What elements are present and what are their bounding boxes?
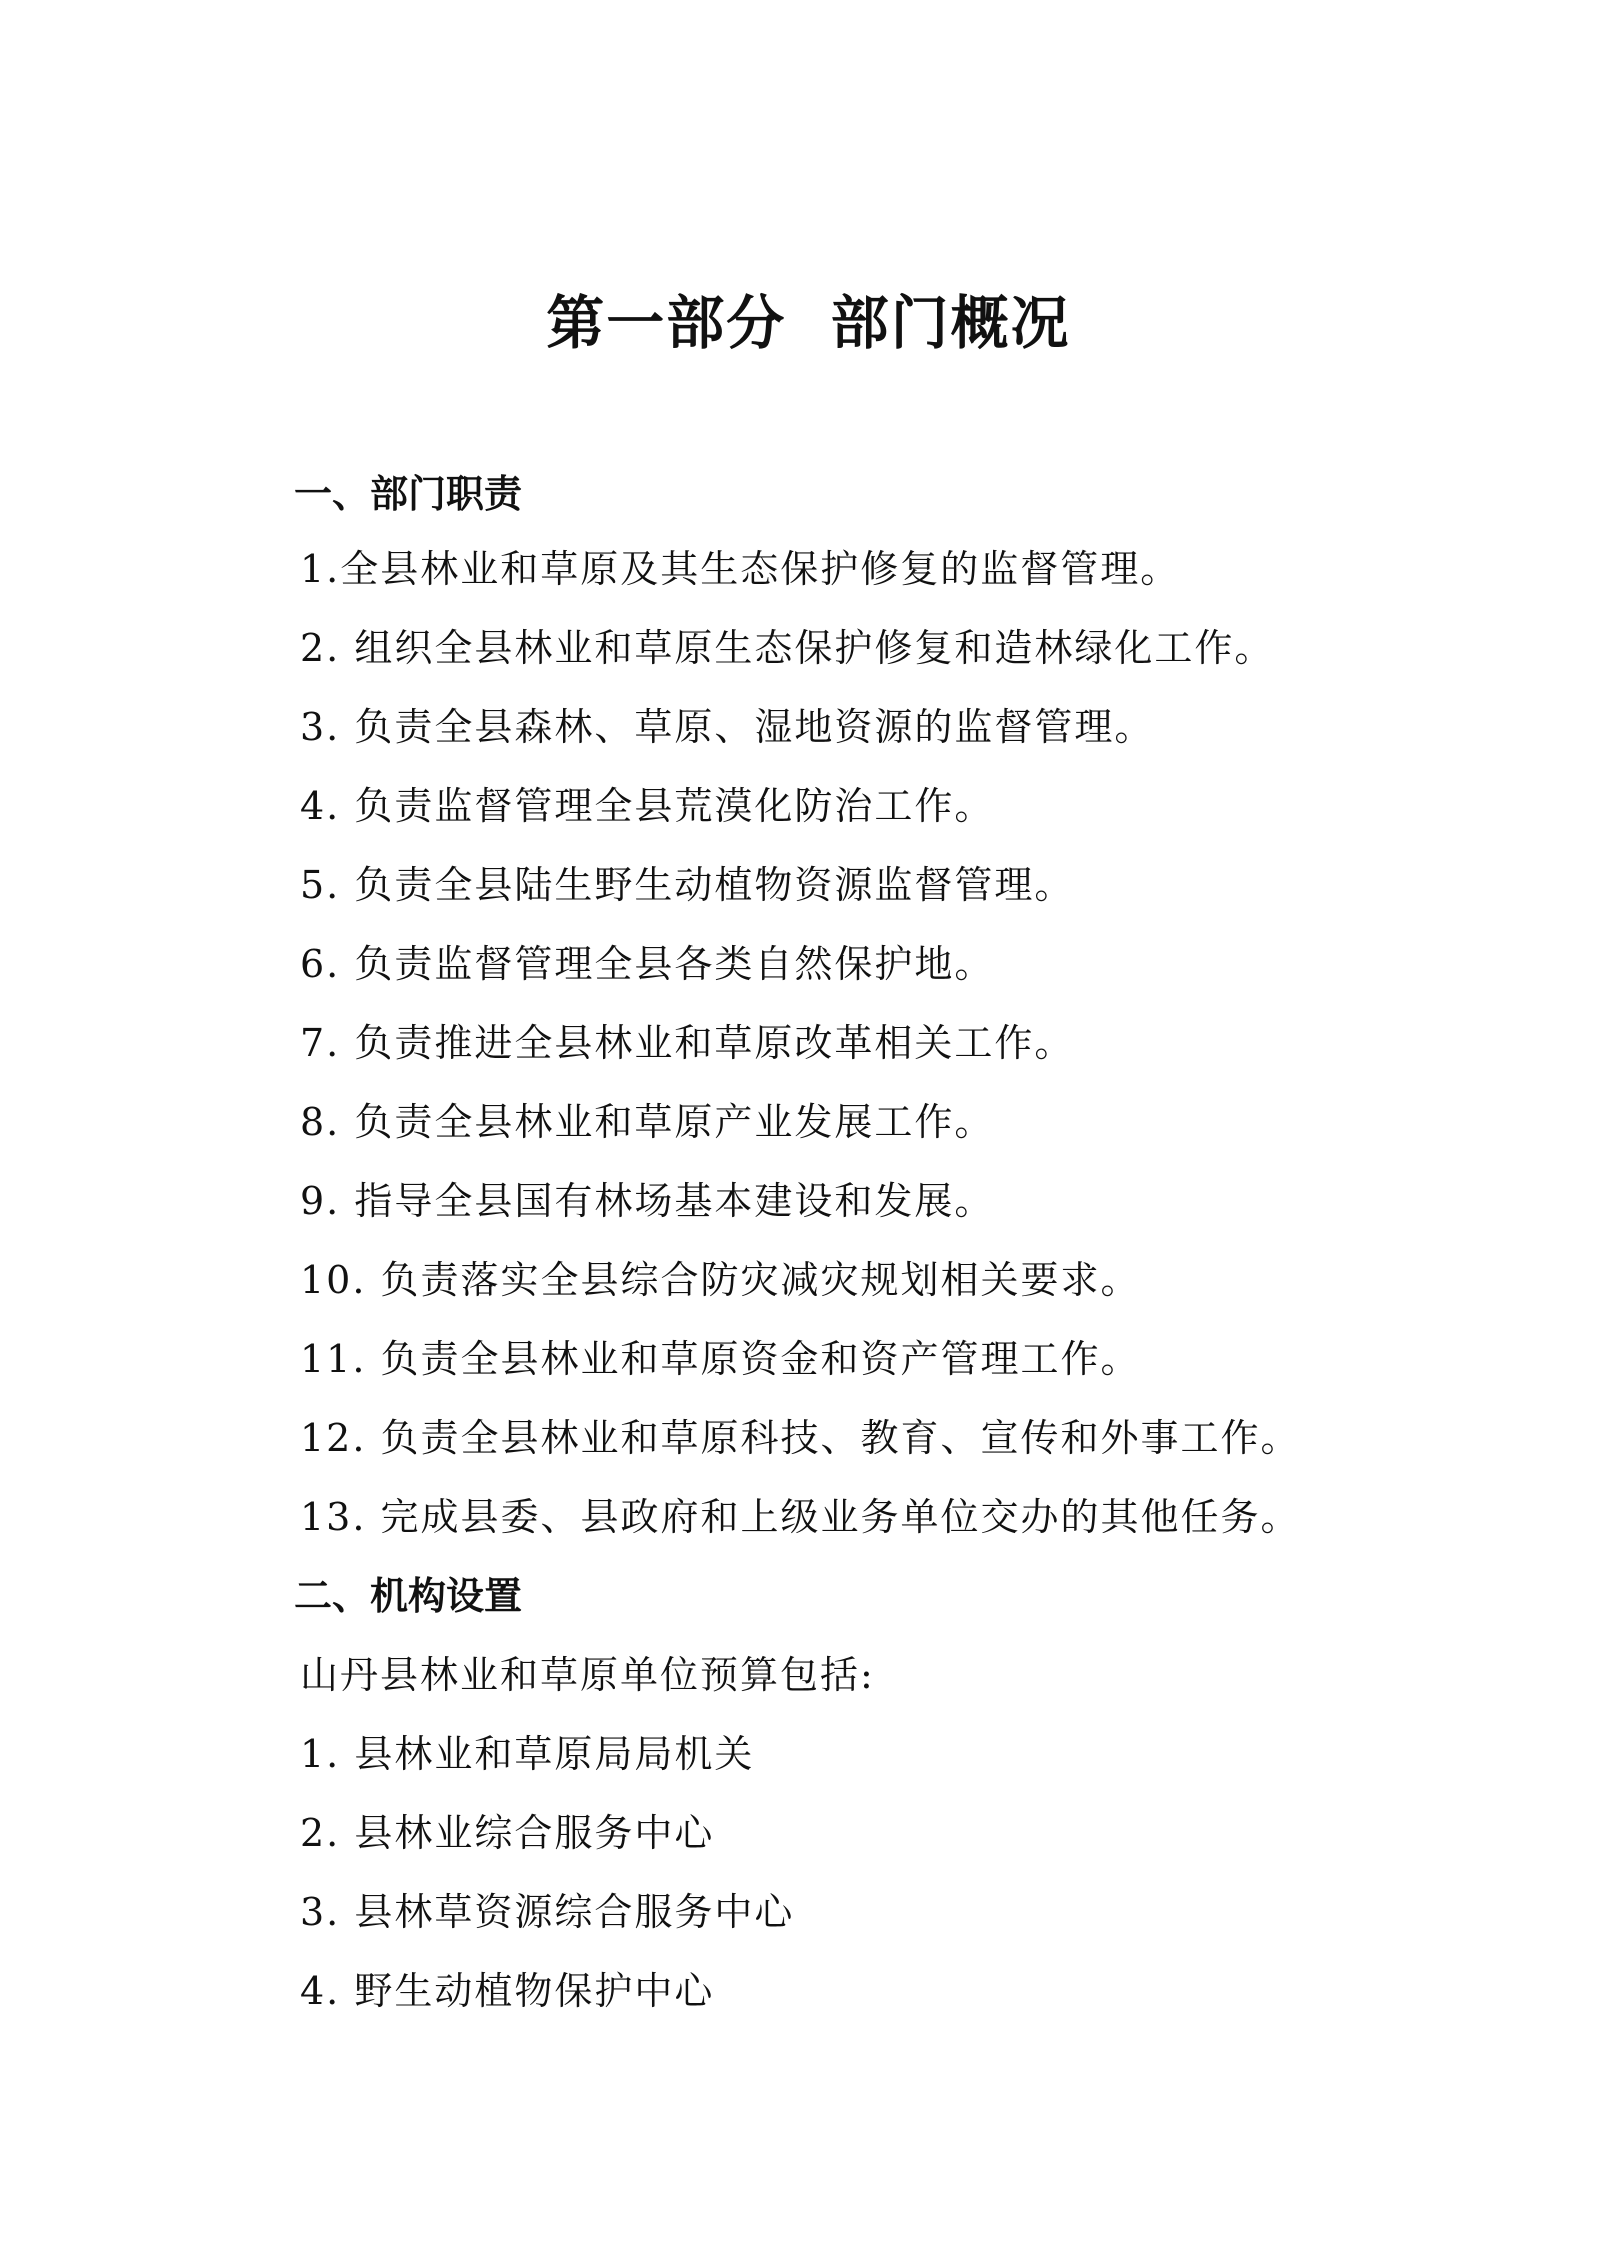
duty-item-11: 11. 负责全县林业和草原资金和资产管理工作。 [300, 1337, 1141, 1381]
organization-intro: 山丹县林业和草原单位预算包括: [300, 1653, 875, 1697]
duty-item-2: 2. 组织全县林业和草原生态保护修复和造林绿化工作。 [300, 626, 1275, 670]
duty-item-7: 7. 负责推进全县林业和草原改革相关工作。 [300, 1021, 1075, 1065]
duty-item-8: 8. 负责全县林业和草原产业发展工作。 [300, 1100, 995, 1144]
duty-item-6: 6. 负责监督管理全县各类自然保护地。 [300, 942, 995, 986]
duty-item-3: 3. 负责全县森林、草原、湿地资源的监督管理。 [300, 705, 1155, 749]
section-heading-organization: 二、机构设置 [294, 1574, 523, 1618]
section-heading-duties: 一、部门职责 [294, 472, 523, 516]
page-title: 第一部分 部门概况 [546, 289, 1071, 357]
duty-item-4: 4. 负责监督管理全县荒漠化防治工作。 [300, 784, 995, 828]
organization-item-2: 2. 县林业综合服务中心 [300, 1811, 715, 1855]
duty-item-5: 5. 负责全县陆生野生动植物资源监督管理。 [300, 863, 1075, 907]
organization-item-3: 3. 县林草资源综合服务中心 [300, 1890, 795, 1934]
duty-item-1: 1.全县林业和草原及其生态保护修复的监督管理。 [300, 547, 1181, 591]
duty-item-10: 10. 负责落实全县综合防灾减灾规划相关要求。 [300, 1258, 1141, 1302]
organization-item-1: 1. 县林业和草原局局机关 [300, 1732, 755, 1776]
duty-item-13: 13. 完成县委、县政府和上级业务单位交办的其他任务。 [300, 1495, 1301, 1539]
organization-item-4: 4. 野生动植物保护中心 [300, 1969, 715, 2013]
duty-item-9: 9. 指导全县国有林场基本建设和发展。 [300, 1179, 995, 1223]
duty-item-12: 12. 负责全县林业和草原科技、教育、宣传和外事工作。 [300, 1416, 1301, 1460]
